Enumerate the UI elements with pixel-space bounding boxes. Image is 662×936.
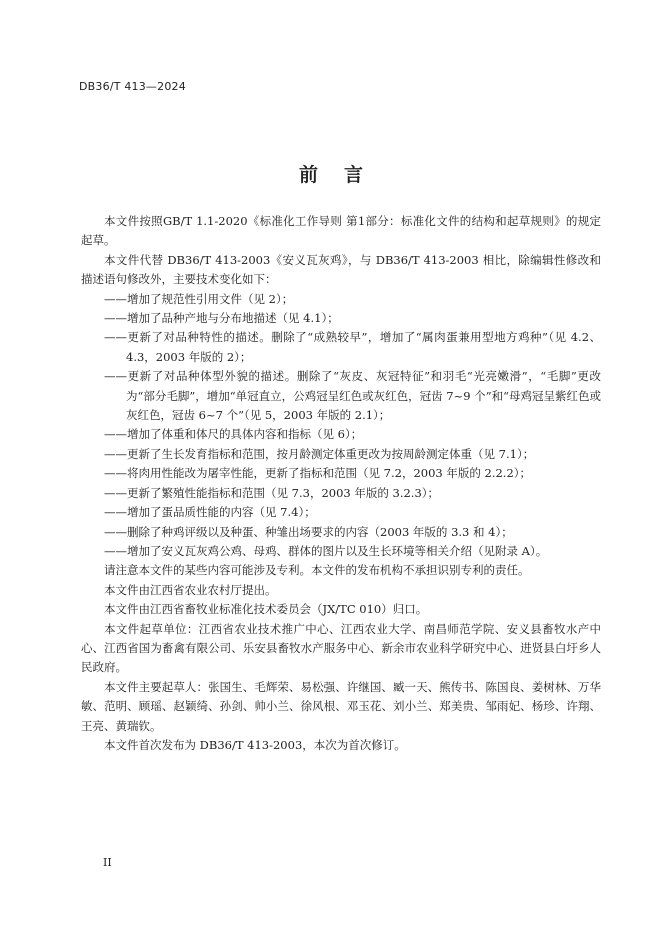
publication-history: 本文件首次发布为 DB36/T 413-2003，本次为首次修订。	[104, 737, 406, 752]
page-title-text: 前言	[298, 164, 389, 186]
change-item: ——删除了种鸡评级以及种蛋、种雏出场要求的内容（2003 年版的 3.3 和 4）；	[104, 524, 513, 539]
change-item: ——更新了生长发育指标和范围，按月龄测定体重更改为按周龄测定体重（见 7.1）；	[104, 446, 535, 461]
document-code: DB36/T 413—2024	[79, 80, 186, 93]
intro-paragraph: 本文件代替 DB36/T 413-2003《安义瓦灰鸡》，与 DB36/T 413-2003 相比，除编辑性修改和描述语句修改外，主要技术变化如下：	[81, 252, 601, 287]
proposer-statement: 本文件由江西省农业农村厅提出。	[104, 582, 277, 597]
change-item: ——增加了规范性引用文件（见 2）；	[104, 291, 294, 306]
change-item: ——增加了安义瓦灰鸡公鸡、母鸡、群体的图片以及生长环境等相关介绍（见附录 A）。	[104, 543, 548, 558]
intro-paragraph: 本文件按照GB/T 1.1-2020《标准化工作导则 第1部分：标准化文件的结构和起草规则》的规定起草。	[81, 214, 601, 248]
page-number: II	[103, 856, 112, 869]
change-item: ——更新了对品种体型外貌的描述。删除了“灰皮、灰冠特征”和羽毛“光亮嫩滑”，“毛脚”更改为“部分毛脚”，增加“单冠直立，公鸡冠呈红色或灰红色，冠齿 7~9 个”和“母鸡冠呈紫红色或灰红色，冠齿 6~7 个”（见 5，2003 年版的 2.1）；	[104, 369, 601, 423]
committee-statement: 本文件由江西省畜牧业标准化技术委员会（JX/TC 010）归口。	[104, 602, 428, 617]
change-item: ——将肉用性能改为屠宰性能，更新了指标和范围（见 7.2，2003 年版的 2.2.2）；	[104, 466, 532, 481]
page-title	[0, 160, 662, 187]
drafters: 本文件主要起草人：张国生、毛辉荣、易松强、许继国、臧一天、熊传书、陈国良、姜树林、万华敏、范明、顾瑶、赵颖绮、孙剑、帅小兰、徐风根、邓玉花、刘小兰、郑美贵、邹雨妃、杨珍、许翔、王亮、黄瑞钦。	[81, 679, 601, 733]
change-item: ——增加了品种产地与分布地描述（见 4.1）；	[104, 311, 339, 326]
change-item: ——更新了繁殖性能指标和范围（见 7.3，2003 年版的 3.2.3）；	[104, 485, 440, 500]
foreword-body	[81, 212, 601, 755]
drafting-units: 本文件起草单位：江西省农业技术推广中心、江西农业大学、南昌师范学院、安义县畜牧水产中心、江西省国为畜禽有限公司、乐安县畜牧水产服务中心、新余市农业科学研究中心、进贤县白圩乡人民政府。	[81, 621, 601, 675]
change-item: ——更新了对品种特性的描述。删除了“成熟较早”，增加了“属肉蛋兼用型地方鸡种”（见 4.2、4.3，2003 年版的 2）；	[104, 330, 601, 364]
change-item: ——增加了体重和体尺的具体内容和指标（见 6）；	[104, 427, 363, 442]
change-item: ——增加了蛋品质性能的内容（见 7.4）；	[104, 505, 316, 520]
patent-notice: 请注意本文件的某些内容可能涉及专利。本文件的发布机构不承担识别专利的责任。	[104, 563, 530, 578]
